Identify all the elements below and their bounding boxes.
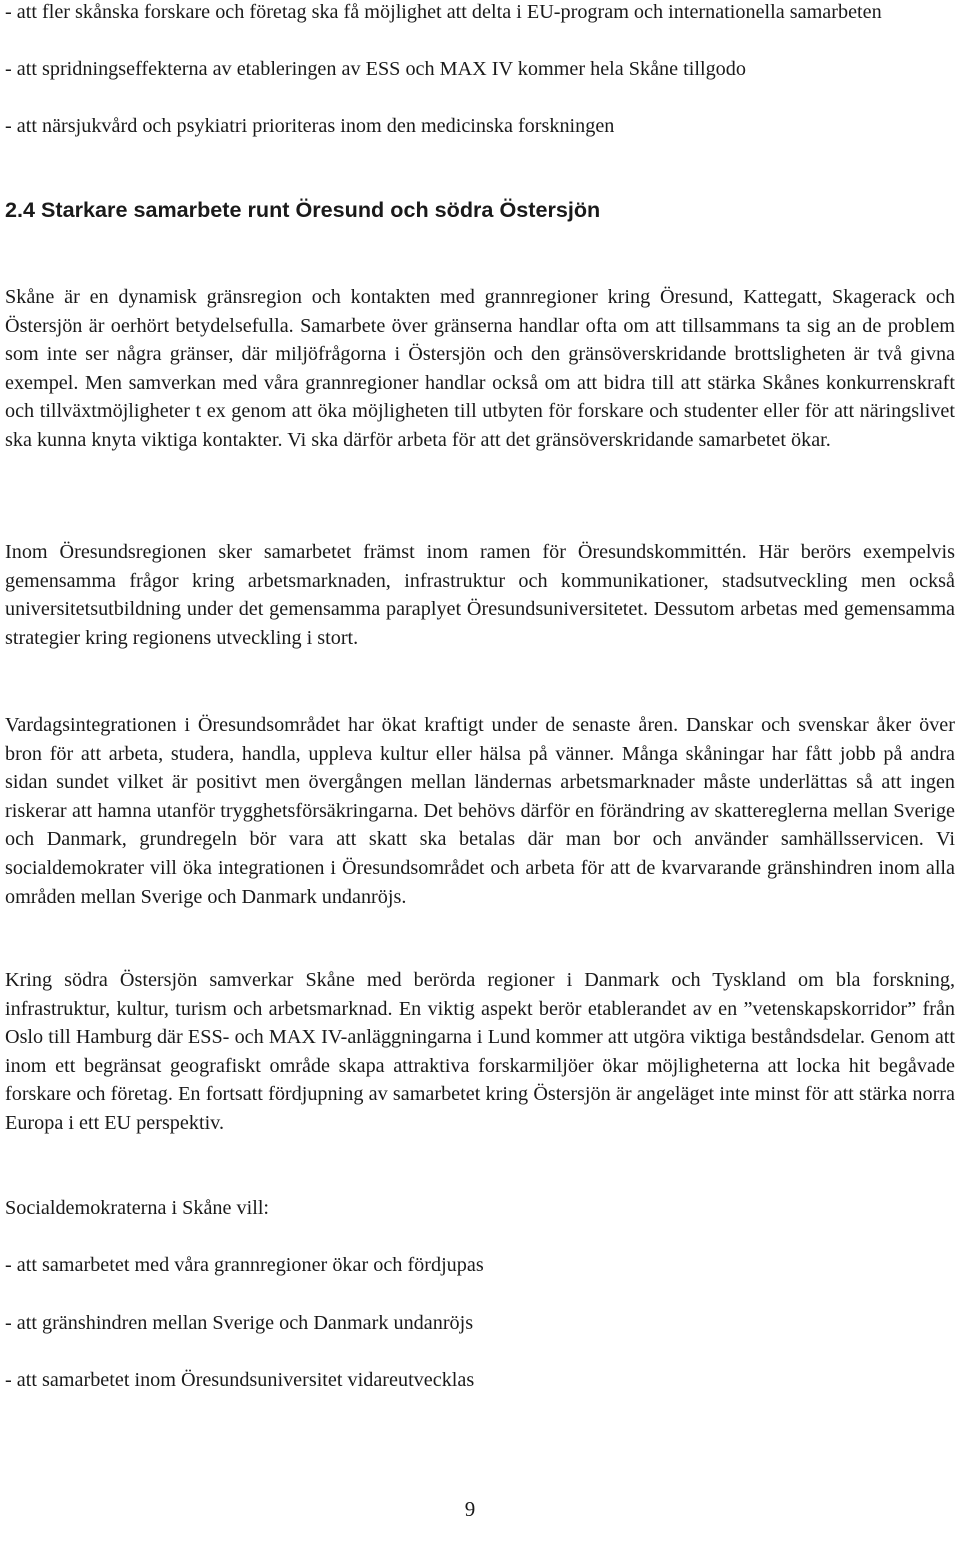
paragraph: Skåne är en dynamisk gränsregion och kontakten med grannregioner kring Öresund, Kattegatt, Skagerack och Östersjön är oerhört betydelsefulla. Samarbete över gränserna handlar ofta om att tillsammans ta sig an de problem som inte ser några gränser, där miljöfrågorna i Östersjön och den gränsöverskridande brottsligheten är två givna exempel. Men samverkan med våra grannregioner handlar också om att bidra till att stärka Skånes konkurrenskraft och tillväxtmöjligheter t ex genom att öka möjligheten till utbyten för forskare och studenter eller för att näringslivet ska kunna knyta viktiga kontakter. Vi ska därför arbeta för att det gränsöverskridande samarbetet ökar. (5, 286, 955, 451)
page-number: 9 (464, 1497, 476, 1521)
paragraph: Inom Öresundsregionen sker samarbetet främst inom ramen för Öresundskommittén. Här berörs exempelvis gemensamma frågor kring arbetsmarknaden, infrastruktur och kommunikationer, stadsutveckling men också universitetsutbildning under det gemensamma paraplyet Öresundsuniversitetet. Dessutom arbetas med gemensamma strategier kring regionens utveckling i stort. (5, 541, 955, 649)
paragraph: Vardagsintegrationen i Öresundsområdet har ökat kraftigt under de senaste åren. Danskar och svenskar åker över bron för att arbeta, studera, handla, uppleva kultur eller hälsa på vänner. Många skåningar har fått jobb på andra sidan sundet vilket är positivt men övergången mellan ländernas arbetsmarknader måste underlättas så att ingen riskerar att hamna utanför trygghetsförsäkringarna. Det behövs därför en förändring av skattereglerna mellan Sverige och Danmark, grundregeln bör vara att skatt ska betalas där man bor och använder samhällsservicen. Vi socialdemokrater vill öka integrationen i Öresundsområdet och arbeta för att de kvarvarande gränshindren inom alla områden mellan Sverige och Danmark undanröjs. (5, 714, 955, 908)
paragraph: Kring södra Östersjön samverkar Skåne med berörda regioner i Danmark och Tyskland om bla forskning, infrastruktur, kultur, turism och arbetsmarknad. En viktig aspekt berör etablerandet av en ”vetenskapskorridor” från Oslo till Hamburg där ESS- och MAX IV-anläggningarna i Lund kommer att utgöra viktiga beståndsdelar. Genom att inom ett begränsat geografiskt område skapa attraktiva forskarmiljöer ökar möjligheterna att locka hit begåvade forskare och företag. En fortsatt fördjupning av samarbetet kring Östersjön är angeläget inte minst för att stärka norra Europa i ett EU perspektiv. (5, 969, 955, 1134)
bullet-item: - att spridningseffekterna av etableringen av ESS och MAX IV kommer hela Skåne tillgodo (5, 58, 746, 80)
bullet-item: - att samarbetet med våra grannregioner ökar och fördjupas (5, 1254, 484, 1276)
bullet-item: - att gränshindren mellan Sverige och Danmark undanröjs (5, 1312, 474, 1334)
bullet-item: - att samarbetet inom Öresundsuniversitet vidareutvecklas (5, 1369, 475, 1391)
section-heading: 2.4 Starkare samarbete runt Öresund och södra Östersjön (5, 197, 601, 222)
bullet-item: - att närsjukvård och psykiatri prioriteras inom den medicinska forskningen (5, 115, 615, 137)
intro-line: Socialdemokraterna i Skåne vill: (5, 1197, 270, 1219)
bullet-item: - att fler skånska forskare och företag ska få möjlighet att delta i EU-program och internationella samarbeten (5, 1, 882, 23)
